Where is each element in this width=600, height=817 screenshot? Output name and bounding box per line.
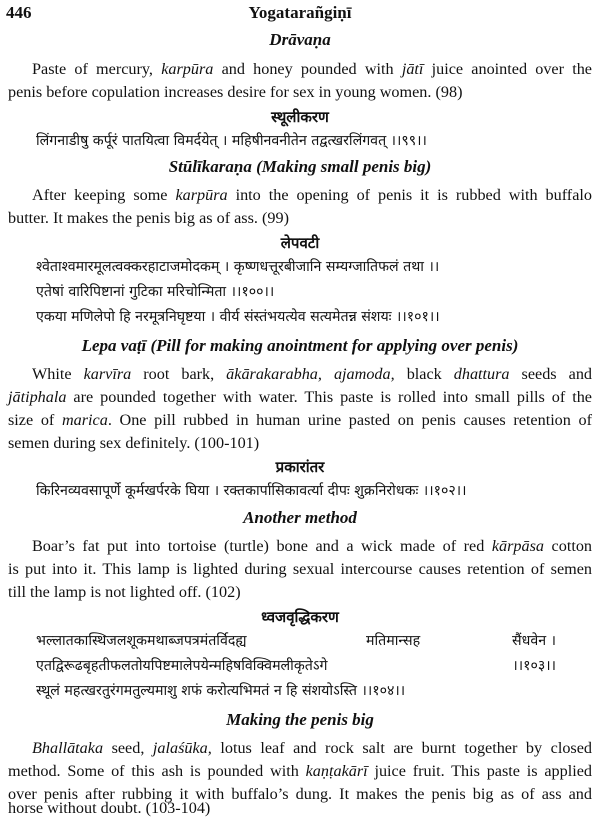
italic-term: jalaśūka, xyxy=(152,739,212,757)
text-run: lotus leaf and rock salt are burnt together by closed xyxy=(211,739,592,757)
text-run: . One pill rubbed in human urine pasted on penis causes retention of xyxy=(107,411,593,429)
paragraph-line: butter. It makes the penis big as of ass. (99) xyxy=(8,209,289,227)
paragraph-line: is put into it. This lamp is lighted during sexual intercourse causes retention of semen xyxy=(8,560,592,578)
paragraph-line xyxy=(32,536,592,556)
italic-term: marica xyxy=(61,411,108,429)
text-run: are pounded together with water. This paste is rolled into small pills of the xyxy=(66,388,592,406)
section-heading-stulikarana: Stūlīkaraṇa (Making small penis big) xyxy=(168,157,432,176)
section-heading-another-method: Another method xyxy=(243,508,357,527)
text-run: method. Some of this ash is pounded with xyxy=(8,762,306,780)
text-run: and honey pounded with xyxy=(213,60,402,78)
paragraph-line xyxy=(32,738,592,758)
text-run: into the opening of penis it is rubbed with buffalo xyxy=(227,186,592,204)
italic-term: karvīra xyxy=(83,365,132,383)
text-run: juice anointed over the xyxy=(423,60,592,78)
italic-term: jātī xyxy=(401,60,424,78)
italic-term: kaṇṭakārī xyxy=(305,762,368,780)
italic-term: jātiphala xyxy=(8,388,67,406)
section-heading-dravana: Drāvaṇa xyxy=(269,30,331,49)
verse-part: भल्लातकास्थिजलशूकमथाब्जपत्रमंतर्विदह्य xyxy=(36,633,247,649)
paragraph-line xyxy=(32,185,592,205)
paragraph-line xyxy=(8,761,592,781)
sanskrit-heading-prakarantara: प्रकारांतर xyxy=(275,458,325,476)
paragraph-line: penis before copulation increases desire for sex in young women. (98) xyxy=(8,83,463,101)
paragraph-line: till the lamp is not lighted off. (102) xyxy=(8,583,241,601)
italic-term: dhattura xyxy=(453,365,510,383)
paragraph-line: semen during sex definitely. (100-101) xyxy=(8,434,260,452)
text-run: Boar’s fat put into tortoise (turtle) bone and a wick made of red xyxy=(32,537,492,555)
text-run: juice fruit. This paste is applied xyxy=(367,762,592,780)
paragraph-line xyxy=(8,387,592,407)
sanskrit-verse xyxy=(36,631,556,651)
sanskrit-verse: एतेषां वारिपिष्टानां गुटिका मरिचोन्मिता ।।१००।। xyxy=(36,284,275,300)
italic-term: kārpāsa xyxy=(491,537,545,555)
verse-part: मतिमान्सह xyxy=(366,633,421,649)
text-run: White xyxy=(32,365,84,383)
sanskrit-heading-dhvajavriddhikarana: ध्वजवृद्धिकरण xyxy=(261,608,339,626)
sanskrit-verse: एकया मणिलेपो हि नरमूत्रनिघृष्टया । वीर्य संस्तंभयत्येव सत्यमेतन्न संशयः ।।१०१।। xyxy=(36,309,440,325)
sanskrit-verse xyxy=(36,656,556,676)
paragraph-line xyxy=(32,364,592,384)
running-title: Yogatarañgiṇī xyxy=(248,3,352,22)
sanskrit-verse: स्थूलं महत्खरतुरंगमतुल्यमाशु शफं करोत्यभिमतं न हि संशयोऽस्ति ।।१०४।। xyxy=(36,683,406,699)
text-run: Paste of mercury, xyxy=(32,60,162,78)
paragraph-line: over penis after rubbing it with buffalo’s dung. It makes the penis big as of ass and xyxy=(8,785,592,803)
verse-part: सैंधवेन । xyxy=(512,633,556,649)
text-run: size of xyxy=(8,411,62,429)
page-number: 446 xyxy=(6,3,32,22)
paragraph-line xyxy=(8,410,592,430)
sanskrit-verse: लिंगनाडीषु कर्पूरं पातयित्वा विमर्दयेत् । महिषीनवनीतेन तद्वत्खरलिंगवत् ।।९९।। xyxy=(36,133,427,149)
italic-term: ākārakarabha, ajamoda, xyxy=(226,365,395,383)
italic-term: karpūra xyxy=(161,60,214,78)
verse-part: एतद्विरूढबृहतीफलतोयपिष्टमालेपयेन्महिषविक्विमलीकृतेऽगे xyxy=(36,658,328,674)
section-heading-making-penis-big: Making the penis big xyxy=(226,710,374,729)
italic-term: karpūra xyxy=(175,186,228,204)
text-run: seed, xyxy=(103,739,153,757)
paragraph-line xyxy=(32,59,592,79)
paragraph-line: horse without doubt. (103-104) xyxy=(8,799,211,817)
verse-number: ।।१०३।। xyxy=(512,658,556,674)
text-run: root bark, xyxy=(131,365,227,383)
sanskrit-heading-lepavati: लेपवटी xyxy=(280,234,320,252)
italic-term: Bhallātaka xyxy=(32,739,104,757)
text-run: seeds and xyxy=(509,365,593,383)
sanskrit-heading-sthulikarana: स्थूलीकरण xyxy=(271,108,329,126)
text-run: After keeping some xyxy=(32,186,176,204)
section-heading-lepa-vati: Lepa vaṭī (Pill for making anointment for applying over penis) xyxy=(81,336,519,355)
sanskrit-verse: किरिनव्यवसापूर्णे कूर्मखर्परके घिया । रक्तकार्पासिकावर्त्या दीपः शुक्रनिरोधकः ।।१०२।। xyxy=(36,483,467,499)
text-run: cotton xyxy=(544,537,593,555)
sanskrit-verse: श्वेताश्वमारमूलत्वक्करहाटाजमोदकम् । कृष्णधत्तूरबीजानि सम्यग्जातिफलं तथा ।। xyxy=(36,259,440,275)
page-header xyxy=(6,3,594,27)
text-run: black xyxy=(394,365,454,383)
